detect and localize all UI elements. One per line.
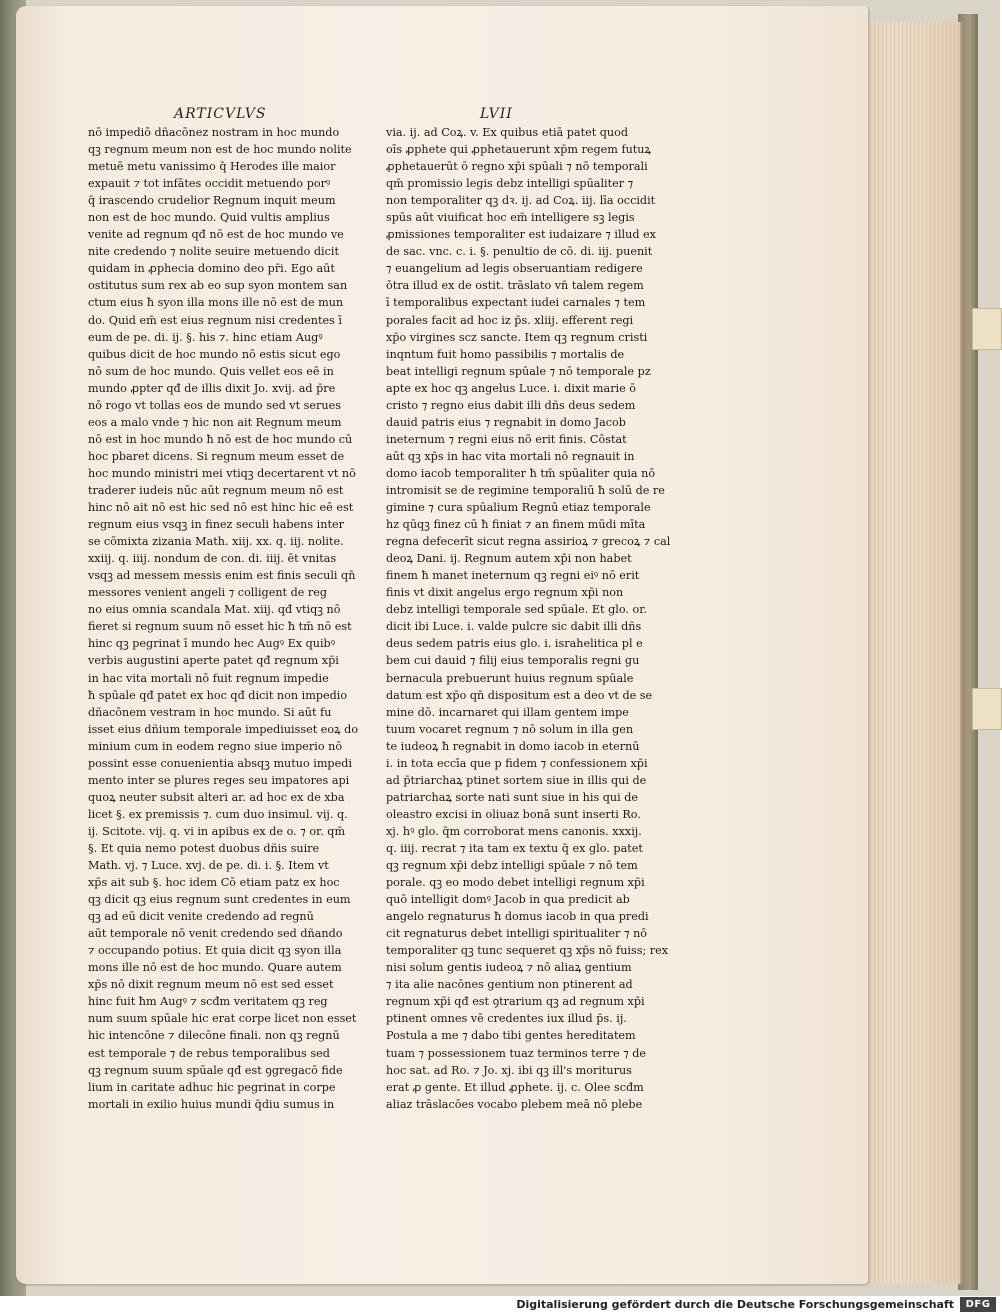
- text-line: porales facit ad hoc iz p̄s. xliij. efferent regi: [386, 313, 634, 327]
- text-line: beat intelligi regnum spūale ⁊ nō temporale pz: [386, 364, 651, 378]
- text-line: cit regnaturus debet intelligi spiritualiter ⁊ nō: [386, 927, 648, 941]
- text-line: qꝫ dicit qꝫ eius regnum sunt credentes in eum: [88, 893, 351, 907]
- text-line: qꝫ regnum xp̄i debz intelligi spūale ⁊ nō tem: [386, 859, 638, 873]
- text-line: verbis augustini aperte patet qđ regnum xp̄i: [88, 654, 339, 668]
- text-line: xxiij. q. iiij. nondum de con. di. iiij. ēt vnitas: [88, 552, 337, 566]
- text-line: hinc fuit ħm Augꝰ ⁊ scđm veritatem qꝫ reg: [88, 995, 328, 1009]
- text-line: hz qūqꝫ finez cū ħ finiat ⁊ an finem mūdi mīta: [386, 518, 646, 532]
- text-line: licet §. ex premissis ⁊. cum duo insimul. vij. q.: [88, 807, 348, 821]
- text-line: hic intencōne ⁊ dilecōne finali. non qꝫ regnū: [88, 1029, 340, 1043]
- text-line: te iudeoꝝ ħ regnabit in domo iacob in eternū: [386, 739, 640, 753]
- text-line: qꝫ regnum suum spūale qđ est ꝯgregacō fide: [88, 1063, 343, 1077]
- text-line: nisi solum gentis iudeoꝝ ⁊ nō aliaꝝ gentium: [386, 961, 632, 975]
- text-line: intromisit se de regimine temporaliū ħ solū de re: [386, 483, 665, 497]
- text-line: patriarchaꝝ sorte nati sunt siue in his qui de: [386, 790, 639, 804]
- text-line: nō impediō dñacōnez nostram in hoc mundo: [88, 126, 340, 139]
- text-line: non temporaliter qꝫ dꝛ. ij. ad Coꝝ. iij. līa occidit: [386, 194, 656, 208]
- text-line: aūt temporale nō venit credendo sed dñando: [88, 927, 343, 941]
- text-line: mons ille nō est de hoc mundo. Quare autem: [88, 961, 342, 975]
- text-line: §. Et quia nemo potest duobus dñis suire: [88, 841, 320, 855]
- text-line: erat ꝓ gente. Et illud ꝓphete. ij. c. Olee scđm: [386, 1080, 644, 1094]
- text-line: oleastro excisi in oliuaz bonā sunt inserti Ro.: [386, 807, 641, 821]
- text-line: lium in caritate adhuc hic pegrinat in corpe: [88, 1080, 336, 1094]
- text-line: se cōmixta zizania Math. xiij. xx. q. iij. nolite.: [88, 535, 344, 549]
- text-line: qm̄ promissio legis debz intelligi spūaliter ⁊: [386, 177, 634, 191]
- text-line: no eius omnia scandala Mat. xiij. qđ vtiqꝫ nō: [88, 603, 341, 617]
- text-line: finem ħ manet ineternum qꝫ regni eiꝰ nō erit: [386, 569, 640, 583]
- text-line: domo iacob temporaliter ħ tm̄ spūaliter quia nō: [386, 466, 656, 480]
- text-line: venite ad regnum qđ nō est de hoc mundo ve: [88, 228, 344, 242]
- text-line: qꝫ ad eū dicit venite credendo ad regnū: [88, 910, 314, 924]
- text-line: ctum eius ħ syon illa mons ille nō est de mun: [88, 296, 344, 310]
- text-line: nō rogo vt tollas eos de mundo sed vt serues: [88, 398, 341, 412]
- text-line: nite credendo ⁊ nolite seuire metuendo dicit: [88, 245, 339, 259]
- text-line: ⁊ occupando potius. Et quia dicit qꝫ syon illa: [88, 944, 342, 958]
- text-line: messores venient angeli ⁊ colligent de reg: [88, 586, 328, 600]
- text-line: hinc nō ait nō est hic sed nō est hinc hic eē est: [88, 501, 354, 515]
- text-line: ōtra illud ex de ostit. trāslato vn̄ talem regem: [386, 279, 644, 293]
- text-line: finis vt dixit angelus ergo regnum xp̄i non: [386, 586, 624, 600]
- text-line: q̄ irascendo crudelior Regnum inquit meum: [88, 194, 336, 208]
- text-line: xp̄s ait sub §. hoc idem Cō etiam patz ex hoc: [88, 876, 340, 890]
- funding-credit: Digitalisierung gefördert durch die Deutsche Forschungsgemeinschaft: [516, 1298, 954, 1311]
- text-line: i. in tota eccīa que p fidem ⁊ confessionem xp̄i: [386, 756, 648, 770]
- text-line: porale. qꝫ eo modo debet intelligi regnum xp̄i: [386, 876, 645, 890]
- text-line: hoc sat. ad Ro. ⁊ Jo. xj. ibi qꝫ ill's moriturus: [386, 1063, 632, 1077]
- text-line: quidam in ꝓphecia domino deo pr̄i. Ego aūt: [88, 262, 335, 276]
- text-line: metuē metu vanissimo q̄ Herodes ille maior: [88, 160, 336, 174]
- text-line: xp̄s nō dixit regnum meum nō est sed esset: [88, 978, 334, 992]
- text-line: mortali in exilio huius mundi q̄diu sumus in: [88, 1097, 335, 1111]
- text-line: ⁊ ita alie nacōnes gentium non ptinerent ad: [386, 978, 633, 992]
- text-line: xp̄o virgines scz sancte. Item qꝫ regnum cristi: [386, 330, 648, 344]
- footer-bar: [0, 1296, 1000, 1314]
- text-line: est temporale ⁊ de rebus temporalibus sed: [88, 1046, 330, 1060]
- text-line: ad p̄triarchaꝝ ptinet sortem siue in illis qui de: [386, 773, 647, 787]
- text-line: angelo regnaturus ħ domus iacob in qua predi: [386, 910, 649, 924]
- text-line: datum est xp̄o qn̄ dispositum est a deo vt de se: [386, 688, 653, 702]
- text-line: ptinent omnes vē credentes iux illud p̄s. ij.: [386, 1012, 627, 1026]
- text-line: aliaz trāslacōes vocabo plebem meā nō plebe: [386, 1097, 643, 1111]
- text-line: dauid patris eius ⁊ regnabit in domo Jacob: [386, 415, 626, 429]
- text-line: isset eius dñium temporale impediuisset eoꝝ do: [88, 722, 359, 736]
- text-column-right: [386, 124, 671, 1113]
- text-line: inqntum fuit homo passibilis ⁊ mortalis de: [386, 347, 625, 361]
- text-line: expauit ⁊ tot infātes occidit metuendo porꝰ: [88, 177, 331, 191]
- text-line: regna defecerīt sicut regna assirioꝝ ⁊ grecoꝝ ⁊ cal: [386, 535, 671, 549]
- text-line: q. iiij. recrat ⁊ ita tam ex textu q̄ ex glo. patet: [386, 841, 643, 855]
- text-line: ꝓmissiones temporaliter est iudaizare ⁊ illud ex: [386, 228, 656, 242]
- text-line: deoꝝ Dani. ij. Regnum autem xp̄i non habet: [386, 552, 632, 566]
- text-line: oīs ꝓphete qui ꝓphetauerunt xp̄m regem futuꝝ: [386, 143, 651, 157]
- text-line: mine dō. incarnaret qui illam gentem impe: [386, 705, 629, 719]
- text-line: mento inter se plures reges seu impatores api: [88, 773, 350, 787]
- text-line: qꝫ regnum meum non est de hoc mundo nolite: [88, 143, 352, 157]
- text-line: traderer iudeis nūc aūt regnum meum nō est: [88, 483, 344, 497]
- text-line: ⁊ euangelium ad legis obseruantiam redigere: [386, 262, 643, 276]
- text-line: quō intelligit domꝰ Jacob in qua predicit ab: [386, 893, 630, 907]
- text-line: spūs aūt viuificat hoc em̄ intelligere sꝫ legis: [386, 211, 635, 225]
- text-line: Postula a me ⁊ dabo tibi gentes hereditatem: [386, 1029, 636, 1043]
- text-line: in hac vita mortali nō fuit regnum impedie: [88, 671, 329, 685]
- text-line: fieret si regnum suum nō esset hic ħ tm̄ nō est: [88, 620, 352, 634]
- text-line: hoc pbaret dicens. Si regnum meum esset de: [88, 449, 345, 463]
- text-line: debz intelligi temporale sed spūale. Et glo. or.: [386, 603, 647, 617]
- text-line: xj. hꝰ glo. q̄m corroborat mens canonis. xxxij.: [386, 824, 642, 838]
- text-line: non est de hoc mundo. Quid vultis amplius: [88, 211, 330, 225]
- paper-tab: [972, 688, 1002, 730]
- text-line: cristo ⁊ regno eius dabit illi dñs deus sedem: [386, 398, 636, 412]
- paper-tab: [972, 308, 1002, 350]
- text-line: nō est in hoc mundo ħ nō est de hoc mundo cū: [88, 432, 353, 446]
- text-line: dicit ibi Luce. i. valde pulcre sic dabit illi dñs: [386, 620, 642, 634]
- text-line: dñacōnem vestram in hoc mundo. Si aūt fu: [88, 705, 332, 719]
- text-column-left: [88, 124, 359, 1113]
- text-line: deus sedem patris eius glo. i. israhelitica pl e: [386, 637, 643, 651]
- text-line: ī temporalibus expectant iudei carnales ⁊ tem: [386, 296, 646, 310]
- text-line: Math. vj. ⁊ Luce. xvj. de pe. di. i. §. Item vt: [88, 859, 329, 873]
- text-line: num suum spūale hic erat corpe licet non esset: [88, 1012, 357, 1026]
- text-line: possint esse conuenientia absqꝫ mutuo impedi: [88, 756, 352, 770]
- text-line: regnum xp̄i qđ est ꝯtrarium qꝫ ad regnum xp̄i: [386, 995, 645, 1009]
- text-line: tuum vocaret regnum ⁊ nō solum in illa gen: [386, 722, 634, 736]
- text-line: regnum eius vsqꝫ in finez seculi habens inter: [88, 518, 344, 532]
- text-line: hoc mundo ministri mei vtiqꝫ decertarent vt nō: [88, 466, 356, 480]
- running-header-left: ARTICVLVS: [174, 106, 267, 122]
- text-line: minium cum in eodem regno siue imperio nō: [88, 739, 343, 753]
- text-line: vsqꝫ ad messem messis enim est finis seculi qn̄: [88, 569, 356, 583]
- text-line: eum de pe. di. ij. §. his ⁊. hinc etiam Augꝰ: [88, 330, 323, 344]
- text-line: de sac. vnc. c. i. §. penultio de cō. di. iij. puenit: [386, 245, 653, 259]
- text-line: ij. Scitote. vij. q. vi in apibus ex de o. ⁊ or. qm̄: [88, 824, 346, 838]
- text-line: bem cui dauid ⁊ filij eius temporalis regni gu: [386, 654, 640, 668]
- text-line: bernacula prebuerunt huius regnum spūale: [386, 671, 634, 685]
- text-line: via. ij. ad Coꝝ. v. Ex quibus etiā patet quod: [386, 126, 629, 139]
- text-line: nō sum de hoc mundo. Quis vellet eos eē in: [88, 364, 334, 378]
- text-line: temporaliter qꝫ tunc sequeret qꝫ xp̄s nō fuiss; rex: [386, 944, 669, 958]
- text-line: quibus dicit de hoc mundo nō estis sicut ego: [88, 347, 341, 361]
- text-line: ineternum ⁊ regni eius nō erit finis. Cōstat: [386, 432, 627, 446]
- text-line: aūt qꝫ xp̄s in hac vita mortali nō regnauit in: [386, 449, 635, 463]
- text-line: apte ex hoc qꝫ angelus Luce. i. dixit marie ō: [386, 381, 637, 395]
- text-line: eos a malo vnde ⁊ hic non ait Regnum meum: [88, 415, 342, 429]
- text-line: ꝓphetauerūt ō regno xp̄i spūali ⁊ nō temporali: [386, 160, 648, 174]
- text-line: hinc qꝫ pegrinat ī mundo hec Augꝰ Ex quibꝰ: [88, 637, 335, 651]
- text-line: mundo ꝓpter qđ de illis dixit Jo. xvij. ad p̄re: [88, 381, 336, 395]
- text-line: ħ spūale qđ patet ex hoc qđ dicit non impedio: [88, 688, 348, 702]
- text-line: do. Quid em̄ est eius regnum nisi credentes ī: [88, 313, 342, 327]
- folio-number: LVII: [480, 106, 513, 122]
- page-edges: [858, 22, 962, 1284]
- text-line: ostitutus sum rex ab eo sup syon montem san: [88, 279, 348, 293]
- text-line: gimine ⁊ cura spūalium Regnū etiaz temporale: [386, 501, 651, 515]
- dfg-logo: DFG: [960, 1297, 996, 1312]
- text-line: quoꝝ neuter subsit alteri ar. ad hoc ex de xba: [88, 790, 345, 804]
- text-line: tuam ⁊ possessionem tuaz terminos terre ⁊ de: [386, 1046, 647, 1060]
